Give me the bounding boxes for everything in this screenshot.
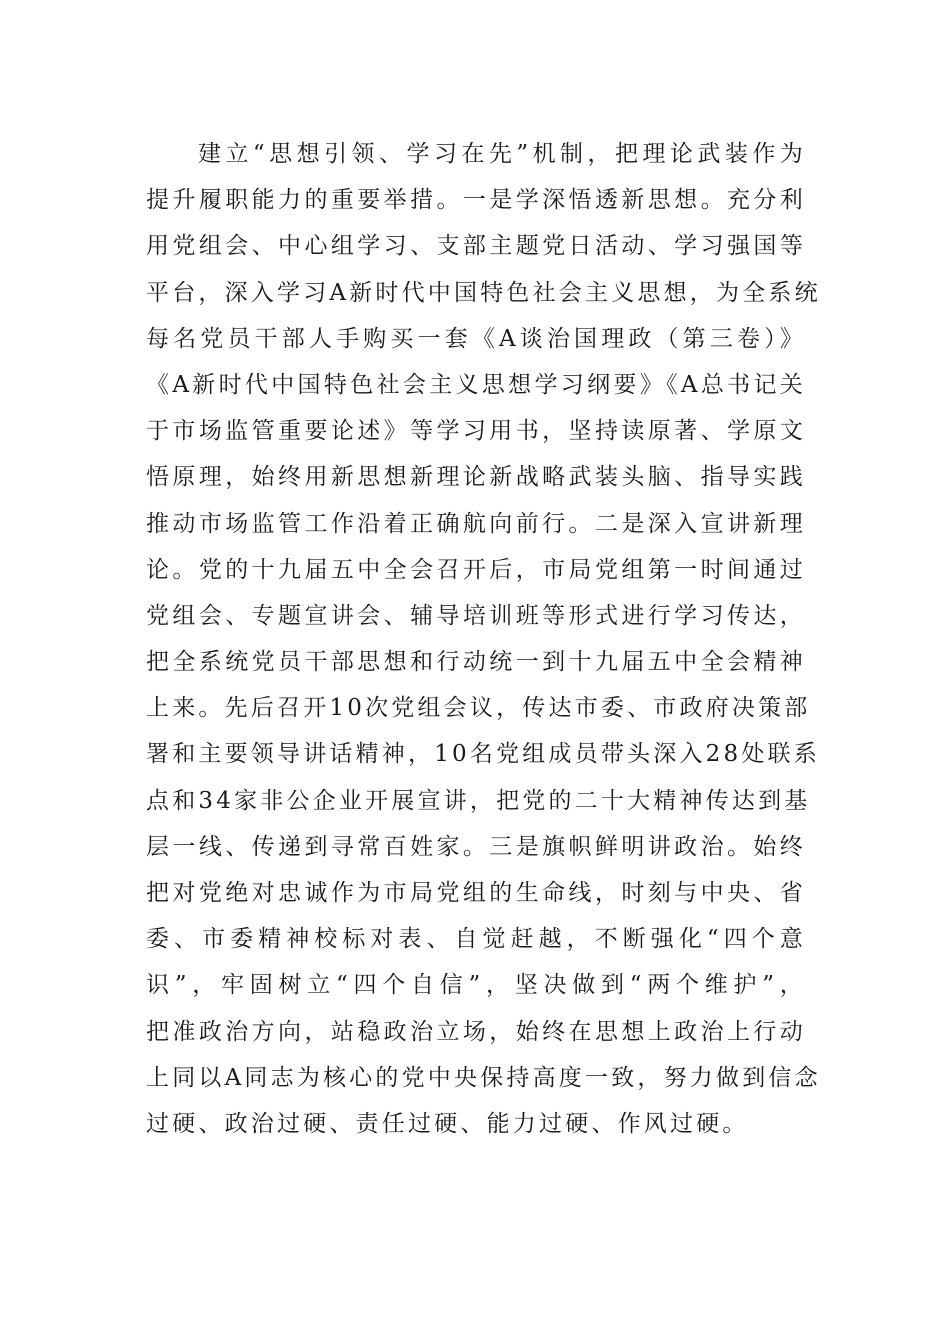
text-line: 上同以A同志为核心的党中央保持高度一致，努力做到信念 <box>146 1064 821 1091</box>
text-line: 署和主要领导讲话精神，10名党组成员带头深入28处联系 <box>146 741 820 768</box>
text-line: 《A新时代中国特色社会主义思想学习纲要》《A总书记关 <box>146 371 806 398</box>
text-line: 提升履职能力的重要举措。一是学深悟透新思想。充分利 <box>146 187 806 214</box>
text-line: 过硬、政治过硬、责任过硬、能力过硬、作风过硬。 <box>146 1110 749 1137</box>
text-line: 委、市委精神校标对表、自觉赶越，不断强化“四个意 <box>146 926 806 953</box>
text-line: 点和34家非公企业开展宣讲，把党的二十大精神传达到基 <box>146 787 811 814</box>
text-line: 建立“思想引领、学习在先”机制，把理论武装作为 <box>198 141 806 167</box>
body-paragraph <box>146 131 821 1147</box>
text-line: 平台，深入学习A新时代中国特色社会主义思想，为全系统 <box>146 279 821 306</box>
text-line: 把全系统党员干部思想和行动统一到十九届五中全会精神 <box>146 649 806 676</box>
text-line: 论。党的十九届五中全会召开后，市局党组第一时间通过 <box>146 556 806 583</box>
text-line: 于市场监管重要论述》等学习用书，坚持读原著、学原文 <box>146 418 806 445</box>
text-line: 每名党员干部人手购买一套《A谈治国理政（第三卷）》 <box>146 325 806 352</box>
text-line: 识”，牢固树立“四个自信”，坚决做到“两个维护”， <box>146 972 806 999</box>
text-line: 悟原理，始终用新思想新理论新战略武装头脑、指导实践 <box>146 464 806 491</box>
text-line: 推动市场监管工作沿着正确航向前行。二是深入宣讲新理 <box>146 510 806 537</box>
text-line: 把准政治方向，站稳政治立场，始终在思想上政治上行动 <box>146 1018 806 1045</box>
text-line: 用党组会、中心组学习、支部主题党日活动、学习强国等 <box>146 233 806 260</box>
text-line: 党组会、专题宣讲会、辅导培训班等形式进行学习传达， <box>146 602 806 629</box>
text-line: 层一线、传递到寻常百姓家。三是旗帜鲜明讲政治。始终 <box>146 833 806 860</box>
text-line: 上来。先后召开10次党组会议，传达市委、市政府决策部 <box>146 695 811 722</box>
text-line: 把对党绝对忠诚作为市局党组的生命线，时刻与中央、省 <box>146 880 806 906</box>
